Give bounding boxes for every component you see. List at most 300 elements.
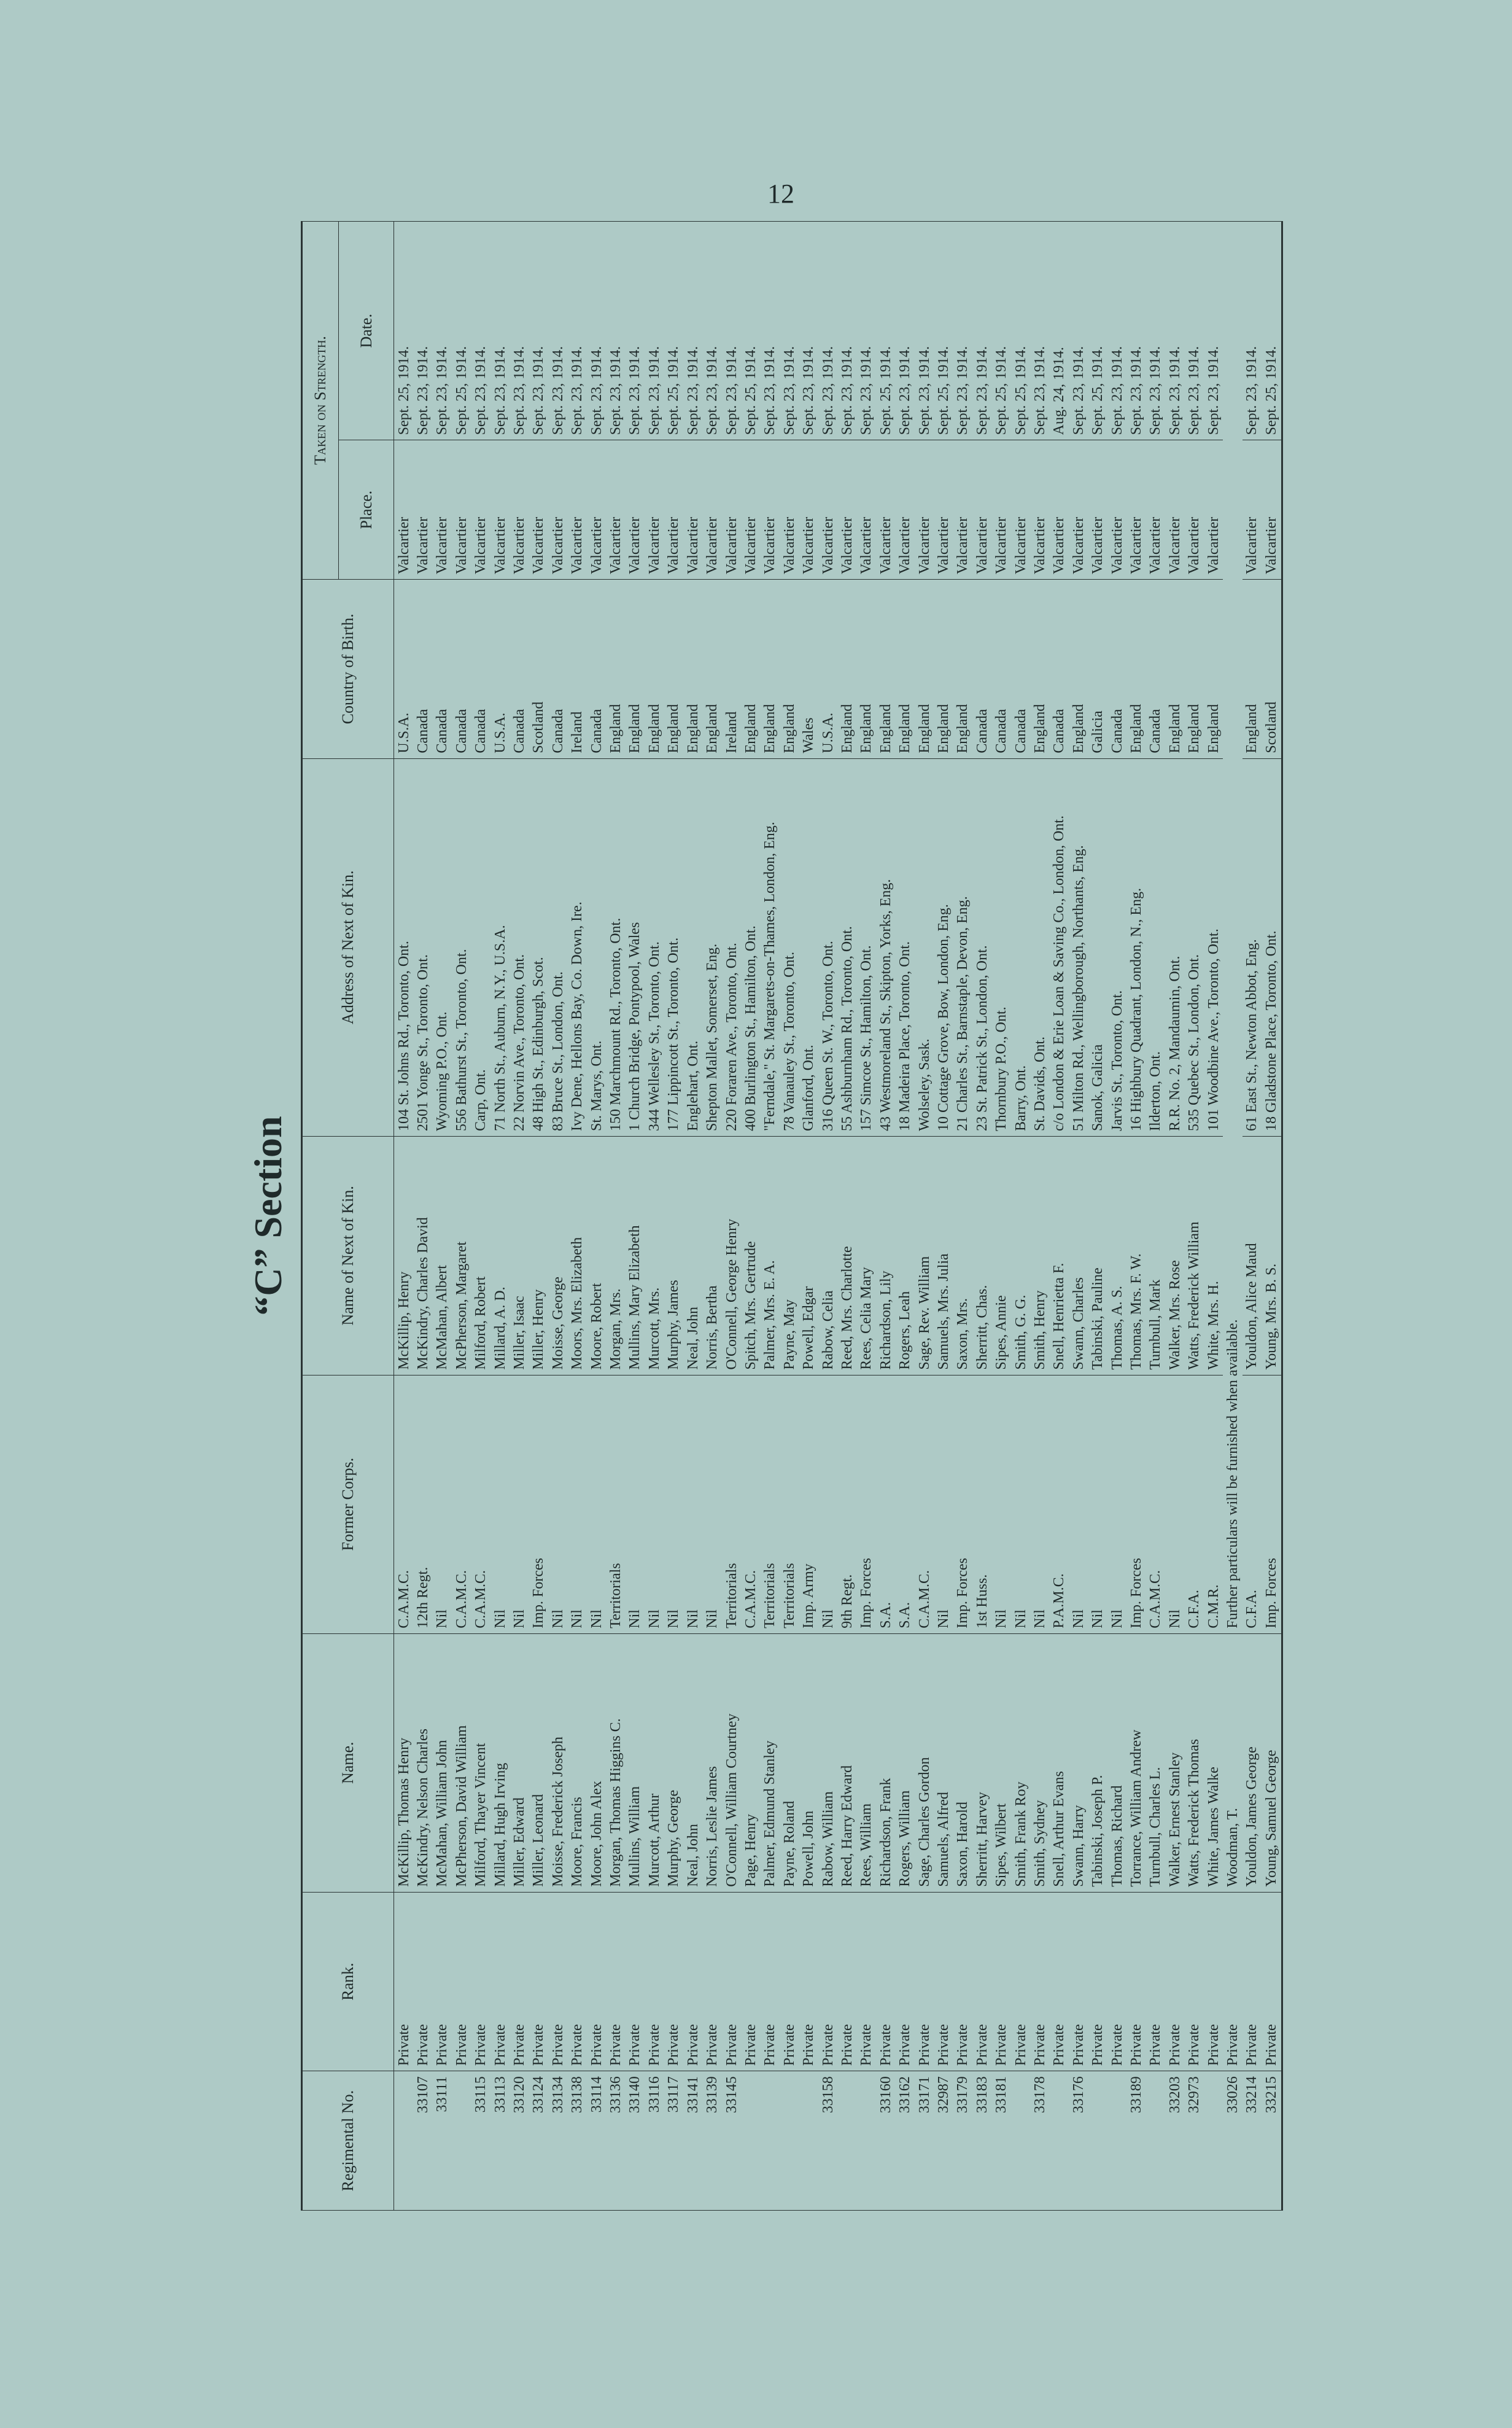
cell-next-of-kin-name: McPherson, Margaret — [452, 1136, 471, 1375]
cell-regimental-no — [1204, 2071, 1223, 2211]
cell-next-of-kin-address: 2501 Yonge St., Toronto, Ont. — [413, 758, 432, 1136]
cell-note: Further particulars will be furnished when available. — [1223, 222, 1242, 1634]
cell-rank: Private — [934, 1892, 953, 2071]
cell-country-of-birth: Canada — [1146, 580, 1165, 759]
cell-regimental-no — [799, 2071, 818, 2211]
cell-country-of-birth: England — [1069, 580, 1088, 759]
cell-former-corps: Nil — [1107, 1375, 1126, 1633]
cell-place: Valcartier — [1050, 440, 1069, 580]
cell-rank: Private — [645, 1892, 664, 2071]
cell-date: Sept. 23, 1914. — [529, 222, 548, 440]
cell-date: Aug. 24, 1914. — [1050, 222, 1069, 440]
cell-date: Sept. 23, 1914. — [780, 222, 799, 440]
table-row — [1223, 222, 1242, 2211]
cell-country-of-birth: England — [837, 580, 856, 759]
table-row — [1243, 222, 1262, 2211]
cell-rank: Private — [915, 1892, 934, 2071]
cell-next-of-kin-address: c/o London & Erie Loan & Saving Co., London, Ont. — [1050, 758, 1069, 1136]
table-row — [587, 222, 606, 2211]
cell-next-of-kin-name: Smith, G. G. — [1011, 1136, 1030, 1375]
cell-country-of-birth: Scotland — [529, 580, 548, 759]
table-row — [1262, 222, 1282, 2211]
cell-country-of-birth: Canada — [992, 580, 1011, 759]
cell-regimental-no: 33145 — [722, 2071, 741, 2211]
table-row — [452, 222, 471, 2211]
cell-rank: Private — [799, 1892, 818, 2071]
cell-country-of-birth: England — [702, 580, 721, 759]
cell-next-of-kin-address: 535 Quebec St., London, Ont. — [1185, 758, 1204, 1136]
cell-regimental-no: 32973 — [1185, 2071, 1204, 2211]
cell-place: Valcartier — [876, 440, 895, 580]
cell-next-of-kin-name: Richardson, Lily — [876, 1136, 895, 1375]
cell-place: Valcartier — [1146, 440, 1165, 580]
cell-former-corps: Nil — [1069, 1375, 1088, 1633]
cell-country-of-birth: U.S.A. — [490, 580, 510, 759]
cell-place: Valcartier — [972, 440, 991, 580]
cell-name: McPherson, David William — [452, 1633, 471, 1892]
cell-next-of-kin-name: Powell, Edgar — [799, 1136, 818, 1375]
cell-country-of-birth: England — [645, 580, 664, 759]
cell-former-corps: C.A.M.C. — [452, 1375, 471, 1633]
cell-next-of-kin-address: 10 Cottage Grove, Bow, London, Eng. — [934, 758, 953, 1136]
cell-former-corps: Nil — [1011, 1375, 1030, 1633]
cell-regimental-no: 33171 — [915, 2071, 934, 2211]
cell-place: Valcartier — [1243, 440, 1262, 580]
cell-rank: Private — [510, 1892, 529, 2071]
cell-name: Turnbull, Charles L. — [1146, 1633, 1165, 1892]
cell-former-corps: Imp. Forces — [529, 1375, 548, 1633]
cell-date: Sept. 23, 1914. — [1243, 222, 1262, 440]
table-row — [548, 222, 567, 2211]
cell-former-corps: Nil — [433, 1375, 452, 1633]
cell-name: Rogers, William — [895, 1633, 914, 1892]
cell-next-of-kin-address: R.R. No. 2, Mandaumin, Ont. — [1165, 758, 1184, 1136]
cell-former-corps: Territorials — [722, 1375, 741, 1633]
table-row — [433, 222, 452, 2211]
cell-country-of-birth: England — [683, 580, 702, 759]
cell-country-of-birth: Canada — [433, 580, 452, 759]
cell-name: Reed, Harry Edward — [837, 1633, 856, 1892]
table-row — [1088, 222, 1107, 2211]
cell-next-of-kin-address: Thornbury P.O., Ont. — [992, 758, 1011, 1136]
cell-date: Sept. 23, 1914. — [606, 222, 625, 440]
cell-rank: Private — [413, 1892, 432, 2071]
cell-name: Moore, Francis — [568, 1633, 587, 1892]
cell-place: Valcartier — [606, 440, 625, 580]
cell-rank: Private — [1243, 1892, 1262, 2071]
cell-name: Norris, Leslie James — [702, 1633, 721, 1892]
cell-date: Sept. 25, 1914. — [1262, 222, 1282, 440]
cell-next-of-kin-name: Payne, May — [780, 1136, 799, 1375]
cell-name: McKindry, Nelson Charles — [413, 1633, 432, 1892]
cell-place: Valcartier — [741, 440, 760, 580]
cell-rank: Private — [1011, 1892, 1030, 2071]
cell-rank: Private — [1030, 1892, 1049, 2071]
cell-next-of-kin-address: Ilderton, Ont. — [1146, 758, 1165, 1136]
cell-date: Sept. 23, 1914. — [722, 222, 741, 440]
cell-next-of-kin-name: Sherritt, Chas. — [972, 1136, 991, 1375]
cell-next-of-kin-name: O'Connell, George Henry — [722, 1136, 741, 1375]
cell-regimental-no: 33181 — [992, 2071, 1011, 2211]
cell-date: Sept. 23, 1914. — [1146, 222, 1165, 440]
cell-next-of-kin-address: 78 Vanauley St., Toronto, Ont. — [780, 758, 799, 1136]
cell-next-of-kin-name: Millard, A. D. — [490, 1136, 510, 1375]
cell-place: Valcartier — [780, 440, 799, 580]
cell-rank: Private — [1146, 1892, 1165, 2071]
cell-regimental-no — [452, 2071, 471, 2211]
header-country-of-birth: Country of Birth. — [302, 580, 394, 759]
cell-name: Milford, Thayer Vincent — [471, 1633, 490, 1892]
table-row — [606, 222, 625, 2211]
cell-former-corps: Imp. Forces — [857, 1375, 876, 1633]
cell-rank: Private — [606, 1892, 625, 2071]
cell-country-of-birth: England — [664, 580, 683, 759]
table-row — [953, 222, 972, 2211]
cell-former-corps: Nil — [818, 1375, 837, 1633]
cell-next-of-kin-name: Turnbull, Mark — [1146, 1136, 1165, 1375]
cell-former-corps: C.A.M.C. — [915, 1375, 934, 1633]
cell-place: Valcartier — [413, 440, 432, 580]
cell-name: Tabinski, Joseph P. — [1088, 1633, 1107, 1892]
cell-name: Sage, Charles Gordon — [915, 1633, 934, 1892]
cell-place: Valcartier — [857, 440, 876, 580]
cell-country-of-birth: Canada — [1011, 580, 1030, 759]
cell-regimental-no: 33160 — [876, 2071, 895, 2211]
cell-country-of-birth: Wales — [799, 580, 818, 759]
cell-date: Sept. 25, 1914. — [664, 222, 683, 440]
cell-next-of-kin-address: Barry, Ont. — [1011, 758, 1030, 1136]
cell-next-of-kin-address: 400 Burlington St., Hamilton, Ont. — [741, 758, 760, 1136]
table-row — [529, 222, 548, 2211]
cell-name: Murcott, Arthur — [645, 1633, 664, 1892]
table-row — [683, 222, 702, 2211]
cell-place: Valcartier — [992, 440, 1011, 580]
cell-name: Samuels, Alfred — [934, 1633, 953, 1892]
cell-name: Moore, John Alex — [587, 1633, 606, 1892]
cell-place: Valcartier — [837, 440, 856, 580]
table-row — [645, 222, 664, 2211]
cell-rank: Private — [1204, 1892, 1223, 2071]
cell-next-of-kin-address: 18 Gladstone Place, Toronto, Ont. — [1262, 758, 1282, 1136]
cell-name: Watts, Frederick Thomas — [1185, 1633, 1204, 1892]
cell-date: Sept. 23, 1914. — [799, 222, 818, 440]
cell-name: Walker, Ernest Stanley — [1165, 1633, 1184, 1892]
cell-rank: Private — [1185, 1892, 1204, 2071]
cell-rank: Private — [471, 1892, 490, 2071]
cell-former-corps: Nil — [664, 1375, 683, 1633]
cell-former-corps: C.A.M.C. — [741, 1375, 760, 1633]
cell-place: Valcartier — [1107, 440, 1126, 580]
cell-next-of-kin-address: 104 St. Johns Rd., Toronto, Ont. — [394, 758, 414, 1136]
cell-name: White, James Walke — [1204, 1633, 1223, 1892]
section-title: “C” Section — [246, 1116, 290, 1316]
cell-regimental-no: 33178 — [1030, 2071, 1049, 2211]
cell-former-corps: Imp. Forces — [1126, 1375, 1146, 1633]
cell-country-of-birth: England — [626, 580, 645, 759]
cell-country-of-birth: Canada — [452, 580, 471, 759]
cell-name: O'Connell, William Courtney — [722, 1633, 741, 1892]
cell-name: Saxon, Harold — [953, 1633, 972, 1892]
cell-rank: Private — [452, 1892, 471, 2071]
cell-rank: Private — [1223, 1892, 1242, 2071]
cell-former-corps: C.A.M.C. — [394, 1375, 414, 1633]
cell-regimental-no: 33026 — [1223, 2071, 1242, 2211]
table-row — [702, 222, 721, 2211]
cell-rank: Private — [394, 1892, 414, 2071]
roster-body — [394, 222, 1282, 2211]
cell-country-of-birth: England — [1204, 580, 1223, 759]
cell-date: Sept. 23, 1914. — [837, 222, 856, 440]
cell-place: Valcartier — [1185, 440, 1204, 580]
table-row — [664, 222, 683, 2211]
cell-name: Murphy, George — [664, 1633, 683, 1892]
cell-regimental-no: 33140 — [626, 2071, 645, 2211]
cell-place: Valcartier — [915, 440, 934, 580]
cell-rank: Private — [972, 1892, 991, 2071]
table-row — [1204, 222, 1223, 2211]
cell-next-of-kin-address: 55 Ashburnham Rd., Toronto, Ont. — [837, 758, 856, 1136]
cell-country-of-birth: England — [741, 580, 760, 759]
cell-place: Valcartier — [1262, 440, 1282, 580]
cell-country-of-birth: Canada — [510, 580, 529, 759]
cell-next-of-kin-address: 61 East St., Newton Abbot, Eng. — [1243, 758, 1262, 1136]
cell-former-corps: Nil — [626, 1375, 645, 1633]
cell-regimental-no: 33124 — [529, 2071, 548, 2211]
cell-rank: Private — [895, 1892, 914, 2071]
cell-country-of-birth: England — [876, 580, 895, 759]
cell-former-corps: C.A.M.C. — [471, 1375, 490, 1633]
header-rank: Rank. — [302, 1892, 394, 2071]
cell-former-corps: C.M.R. — [1204, 1375, 1223, 1633]
cell-next-of-kin-name: Thomas, A. S. — [1107, 1136, 1126, 1375]
table-row — [1185, 222, 1204, 2211]
table-row — [895, 222, 914, 2211]
cell-name: Morgan, Thomas Higgins C. — [606, 1633, 625, 1892]
cell-next-of-kin-name: Murcott, Mrs. — [645, 1136, 664, 1375]
cell-next-of-kin-address: Sanok, Galicia — [1088, 758, 1107, 1136]
table-row — [722, 222, 741, 2211]
cell-date: Sept. 23, 1914. — [1204, 222, 1223, 440]
cell-place: Valcartier — [626, 440, 645, 580]
cell-next-of-kin-address: Shepton Mallet, Somerset, Eng. — [702, 758, 721, 1136]
cell-regimental-no: 33162 — [895, 2071, 914, 2211]
cell-country-of-birth: Canada — [471, 580, 490, 759]
cell-next-of-kin-name: Moore, Robert — [587, 1136, 606, 1375]
cell-next-of-kin-name: Thomas, Mrs. F. W. — [1126, 1136, 1146, 1375]
cell-country-of-birth: England — [1165, 580, 1184, 759]
cell-regimental-no: 33214 — [1243, 2071, 1262, 2211]
cell-date: Sept. 25, 1914. — [452, 222, 471, 440]
cell-next-of-kin-name: Young, Mrs. B. S. — [1262, 1136, 1282, 1375]
cell-name: Young, Samuel George — [1262, 1633, 1282, 1892]
cell-date: Sept. 25, 1914. — [934, 222, 953, 440]
cell-place: Valcartier — [394, 440, 414, 580]
cell-date: Sept. 23, 1914. — [1165, 222, 1184, 440]
cell-next-of-kin-name: Spitch, Mrs. Gertrude — [741, 1136, 760, 1375]
cell-name: Sipes, Wilbert — [992, 1633, 1011, 1892]
cell-next-of-kin-address: 71 North St., Auburn, N.Y., U.S.A. — [490, 758, 510, 1136]
cell-regimental-no: 33120 — [510, 2071, 529, 2211]
cell-date: Sept. 23, 1914. — [1030, 222, 1049, 440]
cell-next-of-kin-name: Miller, Henry — [529, 1136, 548, 1375]
table-row — [568, 222, 587, 2211]
cell-former-corps: Nil — [645, 1375, 664, 1633]
cell-name: Palmer, Edmund Stanley — [761, 1633, 780, 1892]
cell-next-of-kin-address: 1 Church Bridge, Pontypool, Wales — [626, 758, 645, 1136]
cell-former-corps: Nil — [548, 1375, 567, 1633]
header-name-next-of-kin: Name of Next of Kin. — [302, 1136, 394, 1375]
cell-regimental-no — [1050, 2071, 1069, 2211]
cell-former-corps: Imp. Forces — [953, 1375, 972, 1633]
cell-next-of-kin-address: St. Davids, Ont. — [1030, 758, 1049, 1136]
cell-regimental-no — [1107, 2071, 1126, 2211]
table-row — [1146, 222, 1165, 2211]
cell-name: McKillip, Thomas Henry — [394, 1633, 414, 1892]
cell-next-of-kin-address: 51 Milton Rd., Wellingborough, Northants, Eng. — [1069, 758, 1088, 1136]
cell-next-of-kin-address: 48 High St., Edinburgh, Scot. — [529, 758, 548, 1136]
cell-next-of-kin-address: 556 Bathurst St., Toronto, Ont. — [452, 758, 471, 1136]
cell-rank: Private — [529, 1892, 548, 2071]
cell-next-of-kin-name: Moors, Mrs. Elizabeth — [568, 1136, 587, 1375]
cell-rank: Private — [953, 1892, 972, 2071]
cell-next-of-kin-address: 83 Bruce St., London, Ont. — [548, 758, 567, 1136]
cell-regimental-no: 33136 — [606, 2071, 625, 2211]
cell-next-of-kin-address: 23 St. Patrick St., London, Ont. — [972, 758, 991, 1136]
cell-next-of-kin-name: Reed, Mrs. Charlotte — [837, 1136, 856, 1375]
cell-regimental-no: 33189 — [1126, 2071, 1146, 2211]
table-row — [780, 222, 799, 2211]
cell-regimental-no: 33139 — [702, 2071, 721, 2211]
cell-country-of-birth: Canada — [587, 580, 606, 759]
cell-next-of-kin-address: Glanford, Ont. — [799, 758, 818, 1136]
cell-name: Payne, Roland — [780, 1633, 799, 1892]
cell-rank: Private — [433, 1892, 452, 2071]
cell-next-of-kin-address: 43 Westmoreland St., Skipton, Yorks, Eng. — [876, 758, 895, 1136]
cell-next-of-kin-name: Saxon, Mrs. — [953, 1136, 972, 1375]
cell-next-of-kin-name: Neal, John — [683, 1136, 702, 1375]
cell-next-of-kin-name: Mullins, Mary Elizabeth — [626, 1136, 645, 1375]
cell-name: Snell, Arthur Evans — [1050, 1633, 1069, 1892]
cell-former-corps: Nil — [1030, 1375, 1049, 1633]
cell-next-of-kin-name: Moisse, George — [548, 1136, 567, 1375]
cell-date: Sept. 23, 1914. — [818, 222, 837, 440]
cell-name: Miller, Leonard — [529, 1633, 548, 1892]
cell-regimental-no: 33134 — [548, 2071, 567, 2211]
cell-place: Valcartier — [722, 440, 741, 580]
cell-place: Valcartier — [433, 440, 452, 580]
cell-name: Torrance, William Andrew — [1126, 1633, 1146, 1892]
cell-next-of-kin-address: 344 Wellesley St., Toronto, Ont. — [645, 758, 664, 1136]
cell-date: Sept. 23, 1914. — [1126, 222, 1146, 440]
cell-place: Valcartier — [510, 440, 529, 580]
table-row — [1126, 222, 1146, 2211]
cell-rank: Private — [587, 1892, 606, 2071]
cell-former-corps: Territorials — [606, 1375, 625, 1633]
cell-rank: Private — [702, 1892, 721, 2071]
header-former-corps: Former Corps. — [302, 1375, 394, 1633]
cell-rank: Private — [780, 1892, 799, 2071]
cell-rank: Private — [490, 1892, 510, 2071]
cell-country-of-birth: England — [1243, 580, 1262, 759]
cell-next-of-kin-name: Sage, Rev. William — [915, 1136, 934, 1375]
cell-next-of-kin-name: Morgan, Mrs. — [606, 1136, 625, 1375]
cell-regimental-no — [780, 2071, 799, 2211]
cell-former-corps: Territorials — [780, 1375, 799, 1633]
cell-former-corps: Nil — [510, 1375, 529, 1633]
cell-next-of-kin-name: Rogers, Leah — [895, 1136, 914, 1375]
cell-former-corps: Nil — [683, 1375, 702, 1633]
cell-rank: Private — [1088, 1892, 1107, 2071]
cell-date: Sept. 23, 1914. — [953, 222, 972, 440]
cell-name: Richardson, Frank — [876, 1633, 895, 1892]
cell-former-corps: Imp. Army — [799, 1375, 818, 1633]
cell-former-corps: Imp. Forces — [1262, 1375, 1282, 1633]
cell-date: Sept. 23, 1914. — [857, 222, 876, 440]
cell-rank: Private — [818, 1892, 837, 2071]
cell-place: Valcartier — [1069, 440, 1088, 580]
cell-rank: Private — [741, 1892, 760, 2071]
cell-next-of-kin-address: 101 Woodbine Ave., Toronto, Ont. — [1204, 758, 1223, 1136]
cell-country-of-birth: Canada — [413, 580, 432, 759]
cell-country-of-birth: Galicia — [1088, 580, 1107, 759]
cell-date: Sept. 23, 1914. — [972, 222, 991, 440]
cell-date: Sept. 23, 1914. — [683, 222, 702, 440]
cell-name: Miller, Edward — [510, 1633, 529, 1892]
cell-next-of-kin-address: St. Marys, Ont. — [587, 758, 606, 1136]
cell-date: Sept. 25, 1914. — [876, 222, 895, 440]
cell-place: Valcartier — [1204, 440, 1223, 580]
cell-rank: Private — [683, 1892, 702, 2071]
cell-next-of-kin-name: Sipes, Annie — [992, 1136, 1011, 1375]
cell-regimental-no: 33117 — [664, 2071, 683, 2211]
cell-date: Sept. 23, 1914. — [1107, 222, 1126, 440]
cell-regimental-no — [1146, 2071, 1165, 2211]
cell-rank: Private — [1165, 1892, 1184, 2071]
cell-former-corps: Nil — [934, 1375, 953, 1633]
header-place: Place. — [339, 440, 394, 580]
table-row — [876, 222, 895, 2211]
cell-name: Powell, John — [799, 1633, 818, 1892]
cell-regimental-no: 33203 — [1165, 2071, 1184, 2211]
table-row — [394, 222, 414, 2211]
header-taken-on-strength: Taken on Strength. — [302, 222, 339, 580]
cell-place: Valcartier — [1011, 440, 1030, 580]
cell-next-of-kin-address: Jarvis St., Toronto, Ont. — [1107, 758, 1126, 1136]
cell-place: Valcartier — [568, 440, 587, 580]
table-row — [972, 222, 991, 2211]
table-row — [1050, 222, 1069, 2211]
cell-country-of-birth: England — [895, 580, 914, 759]
cell-country-of-birth: U.S.A. — [394, 580, 414, 759]
cell-former-corps: C.F.A. — [1185, 1375, 1204, 1633]
cell-country-of-birth: Ireland — [568, 580, 587, 759]
cell-name: Moisse, Frederick Joseph — [548, 1633, 567, 1892]
cell-regimental-no: 33183 — [972, 2071, 991, 2211]
cell-next-of-kin-name: Youldon, Alice Maud — [1243, 1136, 1262, 1375]
cell-country-of-birth: England — [857, 580, 876, 759]
cell-next-of-kin-address: Carp, Ont. — [471, 758, 490, 1136]
cell-next-of-kin-address: 220 Foraren Ave., Toronto, Ont. — [722, 758, 741, 1136]
cell-date: Sept. 23, 1914. — [471, 222, 490, 440]
table-row — [490, 222, 510, 2211]
cell-rank: Private — [548, 1892, 567, 2071]
cell-former-corps: Nil — [587, 1375, 606, 1633]
cell-next-of-kin-address: 21 Charles St., Barnstaple, Devon, Eng. — [953, 758, 972, 1136]
cell-name: Thomas, Richard — [1107, 1633, 1126, 1892]
cell-place: Valcartier — [452, 440, 471, 580]
cell-place: Valcartier — [934, 440, 953, 580]
cell-rank: Private — [992, 1892, 1011, 2071]
